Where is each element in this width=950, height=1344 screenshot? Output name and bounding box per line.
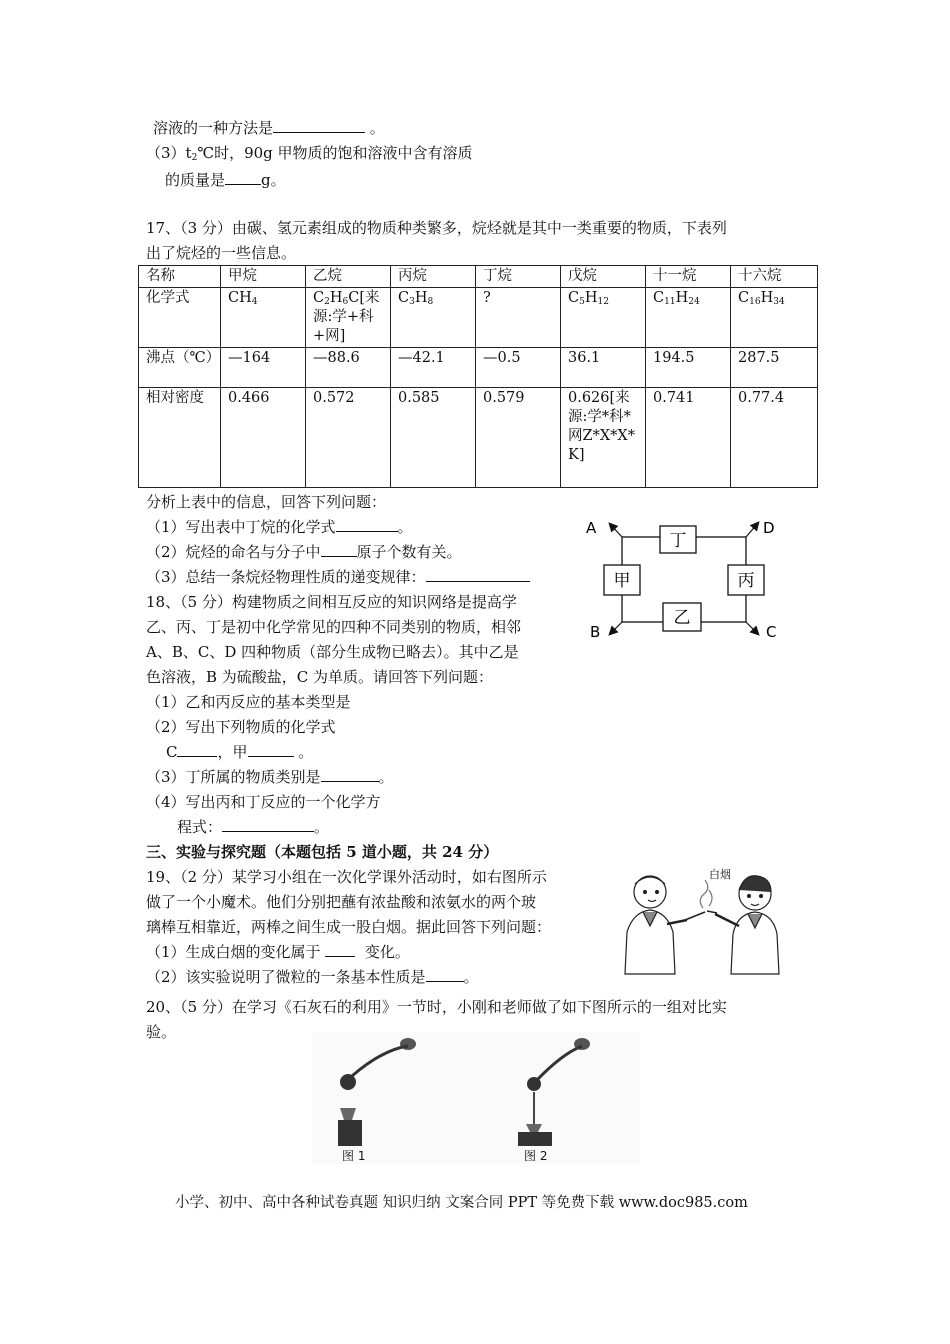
table-cell: 0.466 xyxy=(221,388,306,488)
q18-sub4b: 程式： 。 xyxy=(177,818,330,836)
glass-rod-left xyxy=(685,912,705,920)
table-cell: 0.585 xyxy=(391,388,476,488)
q19-sub1: （1）生成白烟的变化属于 变化。 xyxy=(146,943,410,961)
q18-line2: 乙、丙、丁是初中化学常见的四种不同类别的物质，相邻 xyxy=(146,618,522,636)
answer-blank[interactable] xyxy=(321,542,357,557)
q19-line1: 19、（2 分）某学习小组在一次化学课外活动时，如右图所示 xyxy=(146,868,547,886)
q18-sub1: （1）乙和丙反应的基本类型是 xyxy=(146,693,351,711)
q20-line2: 验。 xyxy=(146,1023,177,1041)
alcohol-lamp-2 xyxy=(518,1132,552,1146)
formula-cell: $C_2H_6C$[来源:学+科+网] xyxy=(306,288,391,348)
table-cell: 甲烷 xyxy=(221,266,306,288)
table-cell: 36.1 xyxy=(561,348,646,388)
arrow-C xyxy=(746,622,758,634)
table-cell: 戊烷 xyxy=(561,266,646,288)
white-smoke-illustration xyxy=(605,862,795,980)
formula-cell: $C_3H_8$ xyxy=(391,288,476,348)
q18-line4: 色溶液，B 为硫酸盐，C 为单质。请回答下列问题： xyxy=(146,668,494,686)
row-label: 相对密度 xyxy=(139,388,221,488)
label-A: A xyxy=(586,519,597,537)
answer-blank[interactable] xyxy=(225,170,261,185)
q16-line2: $(3)t_2℃$时，90g 甲物质的饱和溶液中含有溶质 xyxy=(146,144,473,163)
answer-blank[interactable] xyxy=(177,742,217,757)
q19-line3: 璃棒互相靠近，两棒之间生成一股白烟。据此回答下列问题： xyxy=(146,918,552,936)
q17-sub2: （2）烷烃的命名与分子中 原子个数有关。 xyxy=(146,543,462,561)
q16-line3: 的质量是 g。 xyxy=(165,171,286,189)
table-row-boiling xyxy=(139,348,818,388)
table-cell: 0.572 xyxy=(306,388,391,488)
q16-line1: 溶液的一种方法是 。 xyxy=(153,119,385,137)
answer-blank[interactable] xyxy=(325,942,355,957)
answer-blank[interactable] xyxy=(248,742,294,757)
answer-blank[interactable] xyxy=(321,767,379,782)
q17-intro2: 出了烷烃的一些信息。 xyxy=(146,244,297,262)
table-row-formulas xyxy=(139,288,818,348)
page-footer: 小学、初中、高中各种试卷真题 知识归纳 文案合同 PPT 等免费下载 www.doc985.com xyxy=(175,1195,748,1211)
formula-cell: $C_{11}H_{24}$ xyxy=(646,288,731,348)
reaction-network-diagram xyxy=(560,510,810,650)
q18-sub2: （2）写出下列物质的化学式 xyxy=(146,718,336,736)
q17-intro1: 17、（3 分）由碳、氢元素组成的物质种类繁多，烷烃就是其中一类重要的物质，下表列 xyxy=(146,219,727,237)
q18-line1: 18、（5 分）构建物质之间相互反应的知识网络是提高学 xyxy=(146,593,517,611)
table-cell: 丁烷 xyxy=(476,266,561,288)
table-cell: 0.741 xyxy=(646,388,731,488)
section-heading: 三、实验与探究题（本题包括 5 道小题，共 24 分） xyxy=(146,843,499,861)
answer-blank[interactable] xyxy=(336,517,398,532)
q18-line3: A、B、C、D 四种物质（部分生成物已略去）。其中乙是 xyxy=(146,643,519,661)
table-cell: 十一烷 xyxy=(646,266,731,288)
label-jia: 甲 xyxy=(613,571,631,591)
q17-sub3: （3）总结一条烷烃物理性质的递变规律： xyxy=(146,567,530,587)
figure-2-caption: 图 2 xyxy=(524,1149,548,1163)
table-cell: 十六烷 xyxy=(731,266,818,288)
table-cell: —164 xyxy=(221,348,306,388)
q20-line1: 20、（5 分）在学习《石灰石的利用》一节时，小刚和老师做了如下图所示的一组对比实 xyxy=(146,998,727,1016)
table-cell: —88.6 xyxy=(306,348,391,388)
white-smoke xyxy=(700,880,712,908)
row-label: 名称 xyxy=(139,266,221,288)
table-cell: 0.626[来源:学*科*网Z*X*X*K] xyxy=(561,388,646,488)
figure-1-caption: 图 1 xyxy=(342,1149,366,1163)
q17-sub1: （1）写出表中丁烷的化学式 。 xyxy=(146,518,413,536)
label-bing: 丙 xyxy=(737,571,755,591)
alcohol-lamp-1 xyxy=(338,1120,362,1146)
q18-sub3: （3）丁所属的物质类别是 。 xyxy=(146,768,394,786)
arrow-B xyxy=(610,622,622,634)
table-cell: —42.1 xyxy=(391,348,476,388)
row-label: 沸点（℃） xyxy=(139,348,221,388)
q17-analyze: 分析上表中的信息，回答下列问题： xyxy=(146,493,387,511)
formula-cell: ? xyxy=(476,288,561,348)
limestone-sample-1 xyxy=(340,1074,356,1090)
row-label: 化学式 xyxy=(139,288,221,348)
glass-rod-right xyxy=(707,911,717,913)
alkane-table xyxy=(138,265,818,488)
table-cell: 丙烷 xyxy=(391,266,476,288)
table-row-names xyxy=(139,266,818,288)
table-cell: 194.5 xyxy=(646,348,731,388)
limestone-experiment-figure xyxy=(312,1032,640,1164)
label-ding: 丁 xyxy=(669,531,687,551)
answer-blank[interactable] xyxy=(222,817,314,832)
table-cell: 287.5 xyxy=(731,348,818,388)
limestone-sample-2 xyxy=(527,1077,541,1091)
q18-sub2b: C ，甲 。 xyxy=(166,743,314,761)
table-cell: 0.579 xyxy=(476,388,561,488)
label-C: C xyxy=(766,623,777,641)
table-cell: 乙烷 xyxy=(306,266,391,288)
formula-cell: $C_{16}H_{34}$ xyxy=(731,288,818,348)
table-cell: —0.5 xyxy=(476,348,561,388)
label-D: D xyxy=(763,519,775,537)
label-yi: 乙 xyxy=(673,608,691,628)
q19-sub2: （2）该实验说明了微粒的一条基本性质是 。 xyxy=(146,968,479,986)
smoke-label: 白烟 xyxy=(709,868,731,881)
table-cell: 0.77.4 xyxy=(731,388,818,488)
answer-blank[interactable] xyxy=(273,118,365,133)
formula-cell: $C_5H_{12}$ xyxy=(561,288,646,348)
label-B: B xyxy=(590,623,601,641)
q18-sub4: （4）写出丙和丁反应的一个化学方 xyxy=(146,793,381,811)
answer-blank[interactable] xyxy=(426,567,530,582)
table-row-density xyxy=(139,388,818,488)
formula-cell: $CH_4$ xyxy=(221,288,306,348)
answer-blank[interactable] xyxy=(426,967,464,982)
arrow-D xyxy=(746,523,758,537)
q19-line2: 做了一个小魔术。他们分别把蘸有浓盐酸和浓氨水的两个玻 xyxy=(146,893,537,911)
arrow-A xyxy=(610,524,622,537)
